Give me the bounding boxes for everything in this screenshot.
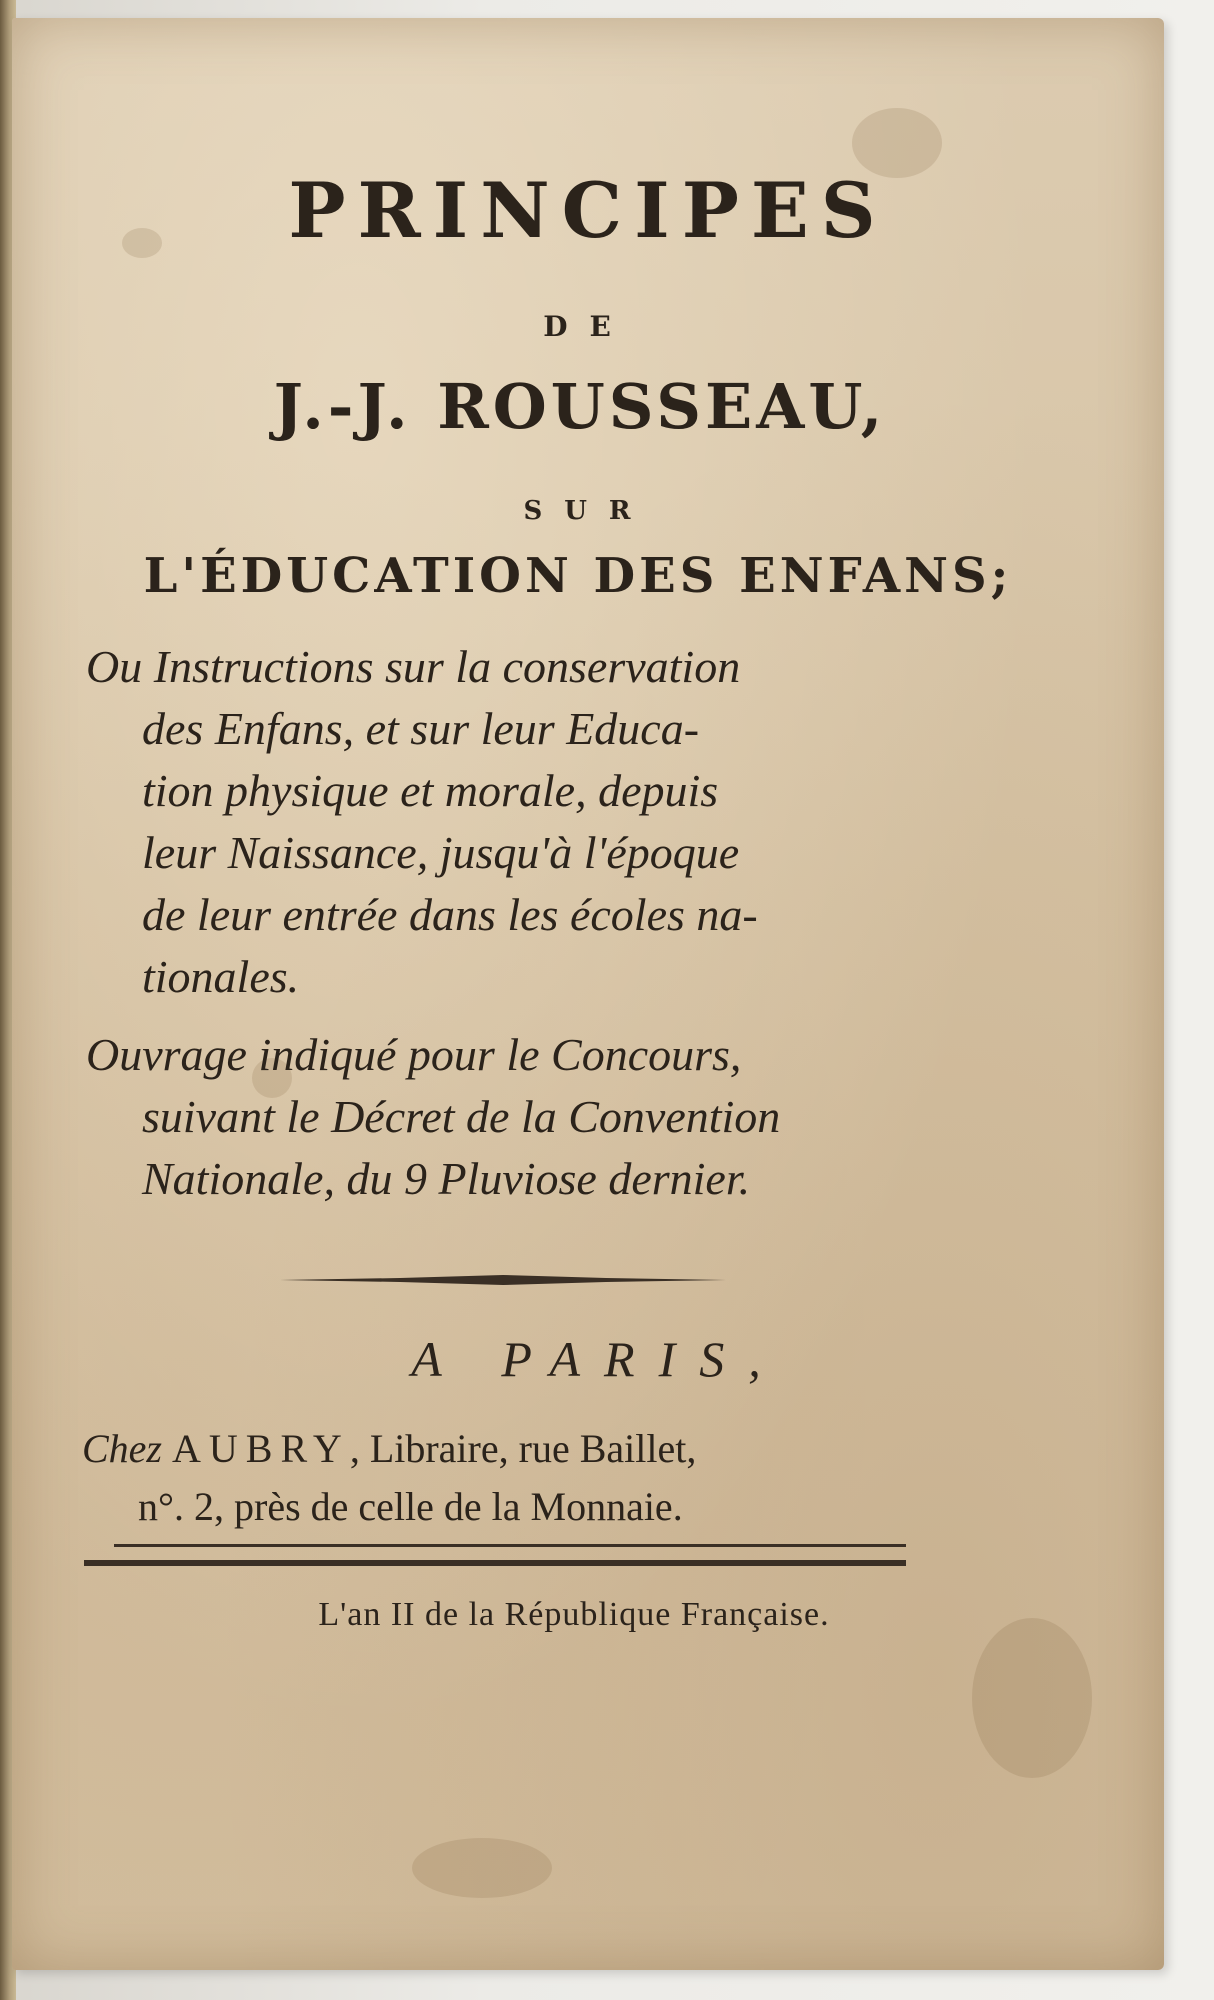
imprint-city: A PARIS, — [411, 1331, 785, 1387]
title-de: DE — [543, 310, 633, 343]
imprint-line-1 — [82, 1420, 696, 1478]
paper-stain — [972, 1618, 1092, 1778]
imprint-publisher: AUBRY — [172, 1426, 350, 1471]
subtitle-line: tionales. — [142, 951, 300, 1002]
title-page — [12, 18, 1164, 1970]
subtitle-line: des Enfans, et sur leur Educa- — [142, 703, 700, 754]
title-principes: PRINCIPES — [288, 166, 888, 255]
paper-stain — [412, 1838, 552, 1898]
note-line: Nationale, du 9 Pluviose dernier. — [142, 1153, 751, 1204]
author-name: J.-J. ROUSSEAU, — [273, 370, 887, 443]
subtitle-line: leur Naissance, jusqu'à l'époque — [142, 827, 740, 878]
note-line: suivant le Décret de la Convention — [142, 1091, 781, 1142]
subtitle-line: de leur entrée dans les écoles na- — [142, 889, 758, 940]
imprint-date: L'an II de la République Française. — [318, 1596, 830, 1633]
imprint-address: , Libraire, rue Baillet, — [349, 1426, 697, 1471]
imprint-line-2: n°. 2, près de celle de la Monnaie. — [138, 1484, 683, 1529]
subtitle-line: Ou Instructions sur la conservation — [86, 641, 741, 692]
subtitle-block — [86, 636, 758, 1008]
ornamental-rule — [280, 1273, 726, 1287]
note-block — [86, 1024, 780, 1210]
note-line: Ouvrage indiqué pour le Concours, — [86, 1029, 742, 1080]
title-subject: L'ÉDUCATION DES ENFANS; — [143, 548, 1013, 604]
title-sur: SUR — [523, 496, 653, 526]
imprint-block — [82, 1420, 696, 1536]
imprint-chez: Chez — [82, 1426, 162, 1471]
double-rule — [84, 1542, 906, 1568]
subtitle-line: tion physique et morale, depuis — [142, 765, 719, 816]
